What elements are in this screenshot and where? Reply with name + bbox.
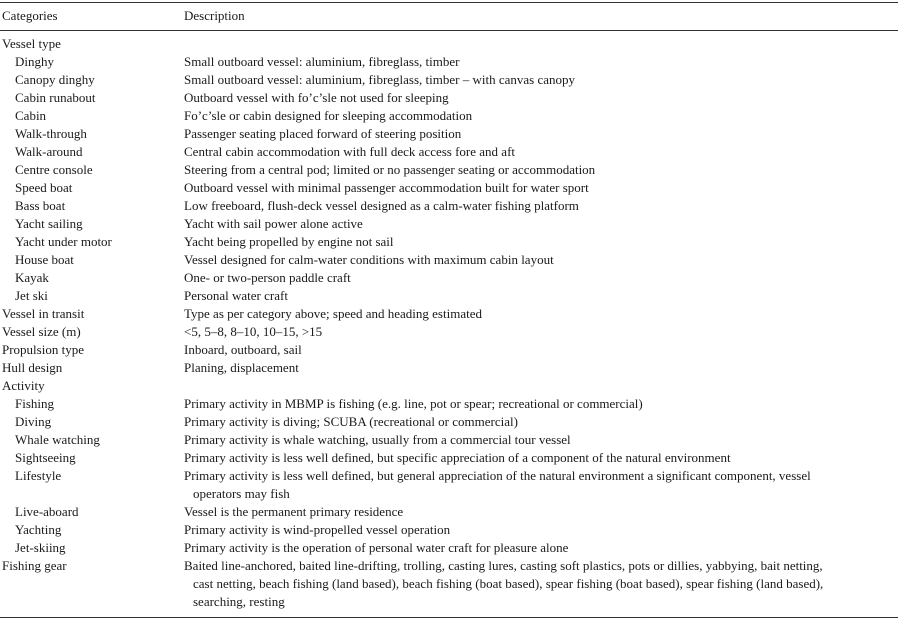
table-row (0, 143, 898, 161)
category-cell: Jet-skiing (15, 540, 66, 555)
category-cell: Live-aboard (15, 504, 79, 519)
description-cell (184, 431, 894, 449)
table-row (0, 467, 898, 503)
description-line: Fo’c’sle or cabin designed for sleeping accommodation (184, 108, 473, 123)
table-row (0, 89, 898, 107)
table-row (0, 197, 898, 215)
description-line: Primary activity is less well defined, but general appreciation of the natural environment a significant component, vessel (184, 468, 811, 483)
table-row (0, 161, 898, 179)
category-cell: Jet ski (15, 288, 48, 303)
description-cell (184, 341, 894, 359)
table-row (0, 107, 898, 125)
category-cell: Whale watching (15, 432, 100, 447)
table-row (0, 521, 898, 539)
description-cell (184, 179, 894, 197)
description-cell (184, 557, 894, 611)
table-row (0, 251, 898, 269)
description-cell (184, 71, 894, 89)
description-cell (184, 539, 894, 557)
category-cell: Kayak (15, 270, 49, 285)
category-cell: Walk-through (15, 126, 87, 141)
category-cell: Yachting (15, 522, 62, 537)
category-cell: Activity (2, 378, 45, 393)
description-line: Inboard, outboard, sail (184, 342, 302, 357)
description-line: Primary activity in MBMP is fishing (e.g. line, pot or spear; recreational or commercial) (184, 396, 643, 411)
category-cell: Lifestyle (15, 468, 62, 483)
category-cell: Cabin runabout (15, 90, 96, 105)
category-cell: Diving (15, 414, 52, 429)
table-top-rule (0, 2, 898, 3)
description-line: Personal water craft (184, 288, 288, 303)
description-line: <5, 5–8, 8–10, 10–15, >15 (184, 324, 323, 339)
table-body (0, 35, 898, 611)
description-line: Steering from a central pod; limited or no passenger seating or accommodation (184, 162, 596, 177)
description-line: Small outboard vessel: aluminium, fibreglass, timber – with canvas canopy (184, 72, 576, 87)
category-cell: Walk-around (15, 144, 83, 159)
category-cell: Dinghy (15, 54, 54, 69)
category-cell: Centre console (15, 162, 93, 177)
table-row (0, 305, 898, 323)
table-row (0, 413, 898, 431)
description-line: Outboard vessel with minimal passenger accommodation built for water sport (184, 180, 589, 195)
category-cell: Vessel in transit (2, 306, 85, 321)
description-line: Primary activity is less well defined, but specific appreciation of a component of the natural environment (184, 450, 731, 465)
description-cell (184, 521, 894, 539)
category-cell: Vessel type (2, 36, 61, 51)
description-line: operators may fish (193, 486, 290, 501)
description-cell (184, 305, 894, 323)
table-row (0, 179, 898, 197)
table-row (0, 125, 898, 143)
category-cell: Vessel size (m) (2, 324, 81, 339)
category-cell: Yacht under motor (15, 234, 112, 249)
description-cell (184, 251, 894, 269)
description-cell (184, 197, 894, 215)
table-row (0, 287, 898, 305)
description-line: One- or two-person paddle craft (184, 270, 351, 285)
table-header (0, 7, 898, 27)
description-line: Low freeboard, flush-deck vessel designed as a calm-water fishing platform (184, 198, 579, 213)
table-row (0, 323, 898, 341)
table-row (0, 233, 898, 251)
description-cell (184, 143, 894, 161)
description-cell (184, 377, 894, 395)
description-line: Outboard vessel with fo’c’sle not used for sleeping (184, 90, 449, 105)
description-line: Yacht being propelled by engine not sail (184, 234, 394, 249)
table-row (0, 341, 898, 359)
description-cell (184, 35, 894, 53)
table-row (0, 215, 898, 233)
category-cell: Hull design (2, 360, 63, 375)
description-cell (184, 503, 894, 521)
description-line: Vessel designed for calm-water conditions with maximum cabin layout (184, 252, 554, 267)
description-cell (184, 467, 894, 503)
description-cell (184, 161, 894, 179)
category-cell: Yacht sailing (15, 216, 83, 231)
description-line: Primary activity is wind-propelled vessel operation (184, 522, 451, 537)
table-row (0, 395, 898, 413)
table-row (0, 71, 898, 89)
description-line: Small outboard vessel: aluminium, fibreglass, timber (184, 54, 460, 69)
category-cell: House boat (15, 252, 74, 267)
category-cell: Fishing (15, 396, 55, 411)
description-line: cast netting, beach fishing (land based), beach fishing (boat based), spear fishing (boat based), spear fishing (land based), (193, 576, 824, 591)
description-cell (184, 53, 894, 71)
description-cell (184, 287, 894, 305)
category-cell: Fishing gear (2, 558, 67, 573)
description-line: searching, resting (193, 594, 285, 609)
table-row (0, 449, 898, 467)
description-line: Primary activity is diving; SCUBA (recreational or commercial) (184, 414, 518, 429)
table-row (0, 35, 898, 53)
table-row (0, 503, 898, 521)
description-line: Passenger seating placed forward of steering position (184, 126, 462, 141)
description-cell (184, 125, 894, 143)
description-line: Primary activity is the operation of personal water craft for pleasure alone (184, 540, 569, 555)
description-cell (184, 413, 894, 431)
description-cell (184, 89, 894, 107)
description-cell (184, 449, 894, 467)
description-cell (184, 323, 894, 341)
description-cell (184, 269, 894, 287)
header-description: Description (184, 8, 245, 23)
table-header-rule (0, 30, 898, 31)
description-cell (184, 359, 894, 377)
table-row (0, 539, 898, 557)
description-line: Central cabin accommodation with full deck access fore and aft (184, 144, 516, 159)
category-cell: Bass boat (15, 198, 66, 213)
description-cell (184, 107, 894, 125)
description-line: Type as per category above; speed and heading estimated (184, 306, 482, 321)
description-line: Yacht with sail power alone active (184, 216, 363, 231)
table-row (0, 269, 898, 287)
description-line: Primary activity is whale watching, usually from a commercial tour vessel (184, 432, 571, 447)
category-cell: Speed boat (15, 180, 73, 195)
description-cell (184, 233, 894, 251)
description-line: Planing, displacement (184, 360, 299, 375)
table-row (0, 431, 898, 449)
table-row (0, 377, 898, 395)
table-bottom-rule (0, 617, 898, 618)
table-row (0, 53, 898, 71)
category-cell: Propulsion type (2, 342, 84, 357)
description-cell (184, 215, 894, 233)
table-row (0, 557, 898, 611)
table-row (0, 359, 898, 377)
header-categories: Categories (2, 8, 58, 23)
description-cell (184, 395, 894, 413)
description-line: Vessel is the permanent primary residence (184, 504, 404, 519)
description-line: Baited line-anchored, baited line-drifting, trolling, casting lures, casting soft plastics, pots or dillies, yabbying, bait netting, (184, 558, 823, 573)
category-cell: Sightseeing (15, 450, 76, 465)
category-cell: Canopy dinghy (15, 72, 95, 87)
category-cell: Cabin (15, 108, 47, 123)
